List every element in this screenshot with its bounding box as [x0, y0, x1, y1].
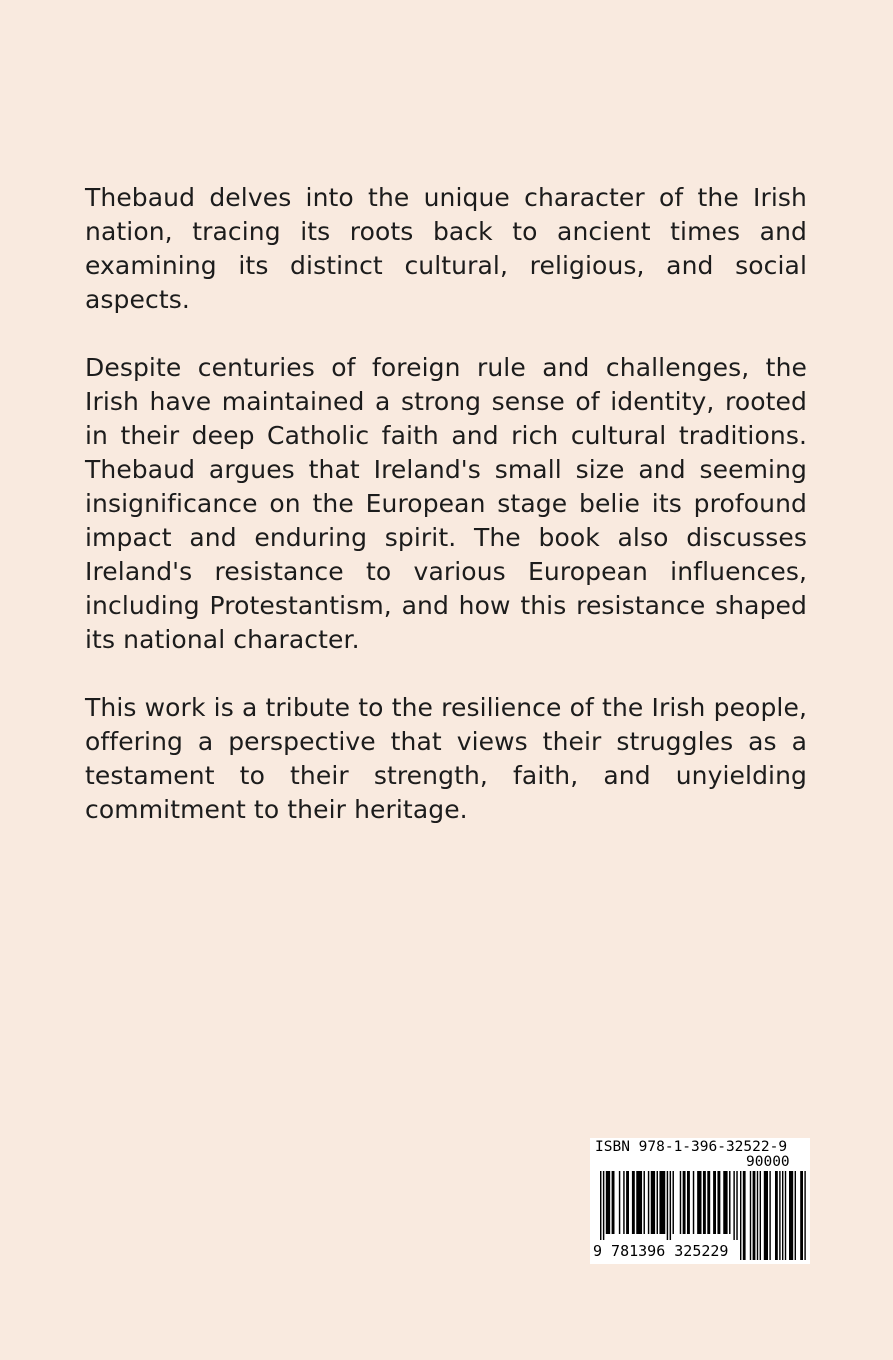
barcode-bar — [626, 1171, 629, 1234]
barcode-bar — [717, 1171, 720, 1234]
description-paragraph-3: This work is a tribute to the resilience of the Irish people, offering a perspective that views their struggles as a testament to their strength, faith, and unyielding commitment to their heritage. — [85, 693, 807, 824]
isbn-label: ISBN 978-1-396-32522-9 — [595, 1139, 788, 1155]
price-code: 90000 — [746, 1154, 790, 1170]
barcode-bar — [636, 1171, 642, 1234]
addon-barcode-bar — [760, 1171, 761, 1260]
addon-barcode-bar — [800, 1171, 803, 1260]
barcode-bar — [697, 1171, 701, 1234]
barcode-bar — [687, 1171, 690, 1234]
barcode-bar — [623, 1171, 624, 1234]
barcode-bar — [606, 1171, 610, 1234]
barcode-bar — [659, 1171, 665, 1234]
barcode-bar — [673, 1171, 674, 1234]
barcode-bar — [713, 1171, 716, 1234]
barcode-bar — [648, 1171, 649, 1234]
barcode-guard-bar — [600, 1171, 601, 1240]
addon-barcode-bar — [740, 1171, 741, 1260]
addon-barcode-bar — [782, 1171, 783, 1260]
addon-barcode-bar — [795, 1171, 796, 1260]
barcode-bar — [707, 1171, 710, 1234]
addon-barcode-bar — [789, 1171, 793, 1260]
barcode-bar — [612, 1171, 615, 1234]
addon-barcode-bar — [764, 1171, 768, 1260]
addon-barcode-bar — [775, 1171, 778, 1260]
barcode-guard-bar — [603, 1171, 604, 1240]
barcode-bar — [644, 1171, 645, 1234]
barcode-bar — [723, 1171, 727, 1234]
barcode-bar — [632, 1171, 635, 1234]
addon-barcode-bar — [750, 1171, 751, 1260]
description-paragraph-2: Despite centuries of foreign rule and challenges, the Irish have maintained a strong sense of identity, rooted in their deep Catholic faith and rich cultural traditions. Thebaud argues that Ireland's small size and seeming insignificance on the European stage belie its profound impact and enduring spirit. The book also discusses Ireland's resistance to various European influences, including Protestantism, and how this resistance shaped its national character. — [85, 353, 807, 654]
barcode-bar — [657, 1171, 658, 1234]
barcode-bar — [651, 1171, 655, 1234]
addon-barcode-bar — [779, 1171, 780, 1260]
addon-barcode-bar — [785, 1171, 786, 1260]
barcode-guard-bar — [670, 1171, 671, 1240]
description-paragraph-1: Thebaud delves into the unique character of the Irish nation, tracing its roots back to ancient times and examining its distinct cultural, religious, and social aspects. — [85, 183, 807, 314]
barcode-guard-bar — [667, 1171, 668, 1240]
barcode-guard-bar — [736, 1171, 737, 1240]
barcode-bar — [680, 1171, 681, 1234]
ean-digits: 9 781396 325229 — [593, 1242, 729, 1260]
barcode-bar — [693, 1171, 694, 1234]
back-cover-description — [85, 181, 807, 861]
barcode-bar — [619, 1171, 620, 1234]
barcode-bar — [683, 1171, 686, 1234]
addon-barcode-bar — [743, 1171, 746, 1260]
addon-barcode-bar — [753, 1171, 756, 1260]
barcode-guard-bar — [733, 1171, 734, 1240]
barcode-bar — [729, 1171, 730, 1234]
addon-barcode-bar — [757, 1171, 758, 1260]
barcode-bar — [703, 1171, 706, 1234]
isbn-barcode — [590, 1138, 810, 1264]
addon-barcode-bar — [769, 1171, 770, 1260]
addon-barcode-bar — [804, 1171, 805, 1260]
